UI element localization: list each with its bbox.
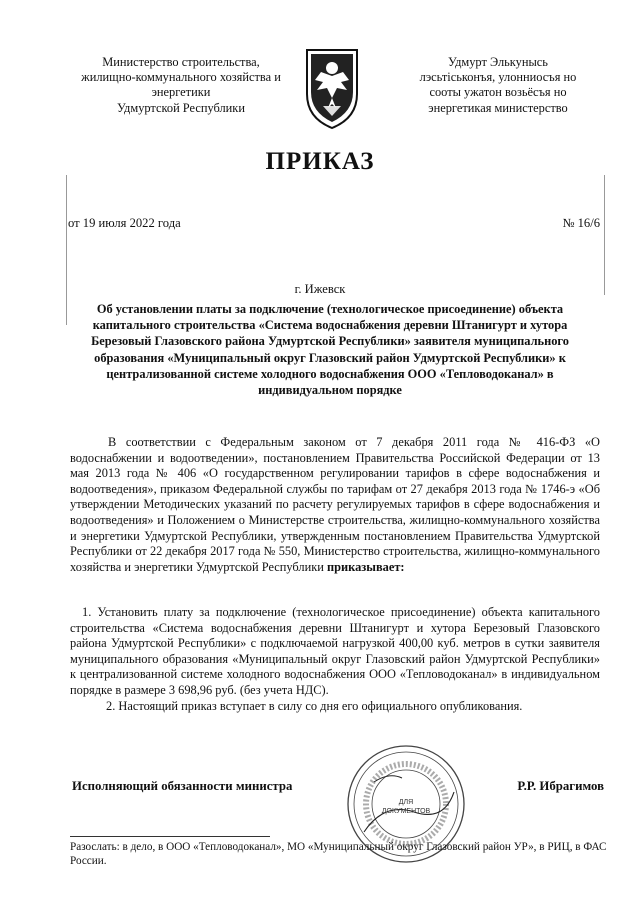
signer-name: Р.Р. Ибрагимов	[517, 779, 604, 793]
preamble	[70, 435, 600, 575]
order-subject: Об установлении платы за подключение (технологическое присоединение) объекта капитального строительства «Система водоснабжения деревни Штанигурт и хутора Березовый Глазовского района Удмуртской Республики» заявителя муниципального образования «Муниципальный округ Глазовский район Удмуртской Республики» к централизованной системе холодного водоснабжения ООО «Тепловодоканал» в индивидуальном порядке	[91, 302, 569, 398]
distribution-list: Разослать: в дело, в ООО «Тепловодоканал», МО «Муниципальный округ Глазовский район УР», в РИЦ, в ФАС России.	[70, 841, 607, 867]
header-left-line: Министерство строительства,	[102, 55, 260, 69]
svg-text:ДОКУМЕНТОВ: ДОКУМЕНТОВ	[381, 808, 431, 815]
document-title: ПРИКАЗ	[265, 148, 375, 175]
order-items	[70, 605, 600, 714]
order-word: приказывает:	[326, 559, 405, 574]
preamble-text: В соответствии с Федеральным законом от 7 декабря 2011 года № 416-ФЗ «О водоснабжении и водоотведении», постановлением Правительства Российской Федерации от 13 мая 2013 года № 406 «О государственном регулировании тарифов в сфере водоснабжения и водоотведения», приказом Федеральной службы по тарифам от 27 декабря 2013 года № 1746-э «Об утверждении Методических указаний по расчету регулируемых тарифов в сфере водоснабжения и водоотведения» и Положением о Министерстве строительства, жилищно-коммунального хозяйства и энергетики Удмуртской Республики, утвержденным постановлением Правительства Удмуртской Республики от 22 декабря 2017 года № 550, Министерство строительства, жилищно-коммунального хозяйства и энергетики Удмуртской Республики	[70, 435, 600, 574]
svg-text:ДЛЯ: ДЛЯ	[398, 799, 414, 806]
margin-rule-right	[604, 175, 605, 295]
header-right-line: лэсьтiськонъя, улонниосъя но	[419, 70, 577, 85]
order-date: от 19 июля 2022 года	[68, 216, 181, 230]
ministry-name-udmurt	[388, 55, 608, 116]
coat-of-arms-icon	[301, 46, 363, 130]
header-left-line: жилищно-коммунального хозяйства и	[81, 70, 281, 85]
footer-divider	[70, 836, 270, 837]
header-right-line: энергетикая министерство	[428, 100, 568, 115]
header-left-line: энергетики	[151, 85, 211, 100]
header-left-line: Удмуртской Республики	[117, 100, 245, 115]
order-number: № 16/6	[562, 216, 600, 230]
header-right-line: сооты ужатон возьёсъя но	[429, 85, 567, 100]
margin-rule-left	[66, 175, 67, 325]
ministry-name-russian	[58, 55, 304, 116]
order-item: 1. Установить плату за подключение (технологическое присоединение) объекта капитального строительства «Система водоснабжения деревни Штанигурт и хутора Березовый Глазовского района Удмуртской Республики» с подключаемой нагрузкой 400,00 куб. метров в сутки заявителя муниципального образования «Муниципальный округ Глазовский район Удмуртской Республики» к централизованной системе холодного водоснабжения ООО «Тепловодоканал» в индивидуальном порядке в размере 3 698,96 руб. (без учета НДС).	[70, 605, 600, 697]
header-right-line: Удмурт Элькунысь	[448, 55, 548, 69]
signer-title: Исполняющий обязанности министра	[72, 779, 293, 793]
order-city: г. Ижевск	[294, 282, 346, 296]
order-item: 2. Настоящий приказ вступает в силу со дня его официального опубликования.	[106, 698, 523, 713]
